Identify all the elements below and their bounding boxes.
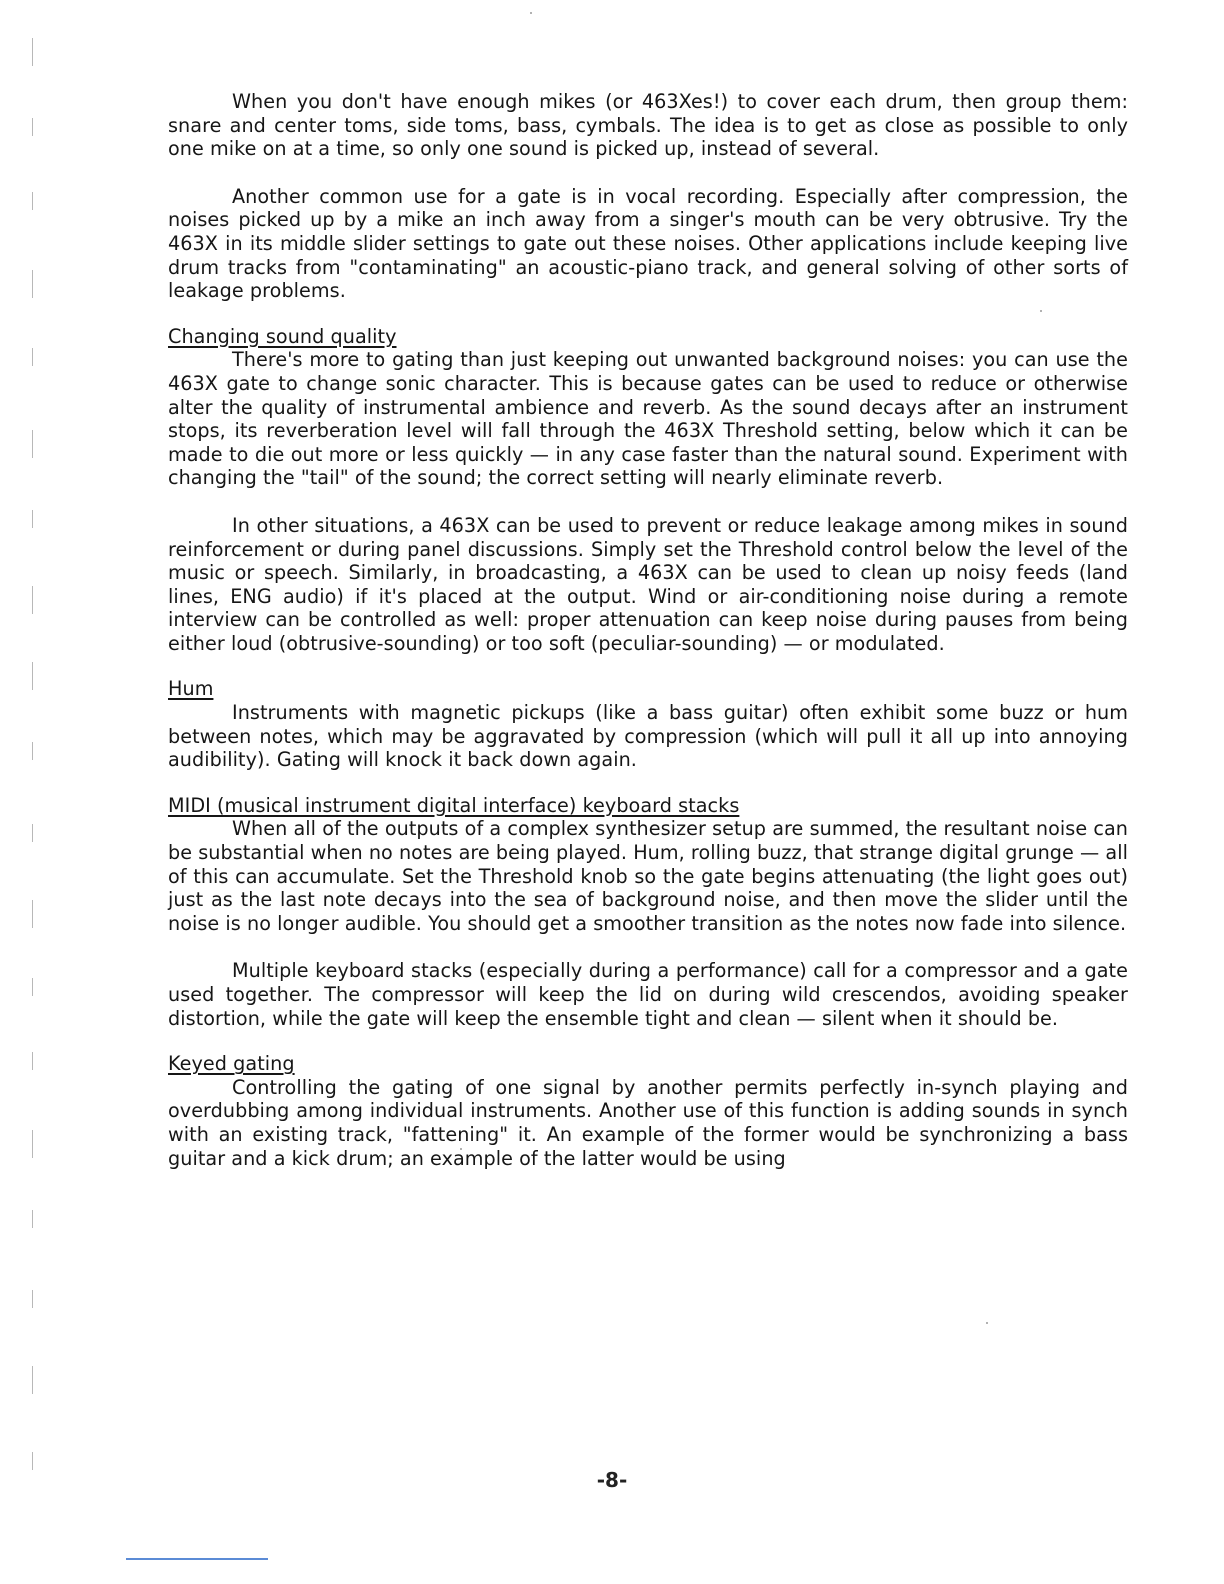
binding-mark [32,742,51,760]
scan-speck [530,12,532,14]
paragraph: When you don't have enough mikes (or 463Xes!) to cover each drum, then group them: snare and center toms, side toms, bass, cymbals. The idea is to get as close as possible to only one mike on at a time, so only one sound is picked up, instead of several. [168,90,1128,161]
binding-mark [32,1290,51,1308]
binding-mark [32,270,51,298]
body-text [168,90,1128,1170]
binding-mark [32,348,51,366]
section-heading-keyed-gating: Keyed gating [168,1052,295,1076]
paragraph: Controlling the gating of one signal by another permits perfectly in-synch playing and overdubbing among individual instruments. Another use of this function is adding sounds in synch with an existing track, "fattening" it. An example of the former would be synchronizing a bass guitar and a kick drum; an example of the latter would be using [168,1075,1128,1170]
paragraph: Multiple keyboard stacks (especially during a performance) call for a compressor and a gate used together. The compressor will keep the lid on during wild crescendos, avoiding speaker distortion, while the gate will keep the ensemble tight and clean — silent when it should be. [168,959,1128,1030]
binding-mark [32,192,51,210]
binding-mark [32,662,51,690]
binding-mark [32,118,51,136]
paragraph: When all of the outputs of a complex synthesizer setup are summed, the resultant noise can be substantial when no notes are being played. Hum, rolling buzz, that strange digital grunge — all of this can accumulate. Set the Threshold knob so the gate begins attenuating (the light goes out) just as the last note decays into the sea of background noise, and then move the slider until the noise is no longer audible. You should get a smoother transition as the notes now fade into silence. [168,817,1128,935]
binding-mark [32,38,51,66]
binding-mark [32,510,51,528]
paragraph: There's more to gating than just keeping out unwanted background noises: you can use the 463X gate to change sonic character. This is because gates can be used to reduce or otherwise alter the quality of instrumental ambience and reverb. As the sound decays after an instrument stops, its reverberation level will fall through the 463X Threshold setting, below which it can be made to die out more or less quickly — in any case faster than the natural sound. Experiment with changing the "tail" of the sound; the correct setting will nearly eliminate reverb. [168,348,1128,490]
binding-mark [32,1052,51,1070]
section-heading-changing-sound-quality: Changing sound quality [168,324,397,348]
paragraph: In other situations, a 463X can be used to prevent or reduce leakage among mikes in sound reinforcement or during panel discussions. Simply set the Threshold control below the level of the music or speech. Similarly, in broadcasting, a 463X can be used to clean up noisy feeds (land lines, ENG audio) if it's placed at the output. Wind or air-conditioning noise during a remote interview can be controlled as well: proper attenuation can keep noise during pauses from being either loud (obtrusive-sounding) or too soft (peculiar-sounding) — or modulated. [168,513,1128,655]
footer-rule [126,1558,268,1560]
binding-mark [32,900,51,928]
binding-mark [32,1210,51,1228]
paragraph: Another common use for a gate is in vocal recording. Especially after compression, the noises picked up by a mike an inch away from a singer's mouth can be very obtrusive. Try the 463X in its middle slider settings to gate out these noises. Other applications include keeping live drum tracks from "contaminating" an acoustic-piano track, and general solving of other sorts of leakage problems. [168,184,1128,303]
binding-mark [32,978,51,996]
paragraph: Instruments with magnetic pickups (like a bass guitar) often exhibit some buzz or hum between notes, which may be aggravated by compression (which will pull it all up into annoying audibility). Gating will knock it back down again. [168,701,1128,772]
section-heading-hum: Hum [168,677,214,701]
section-heading-midi: MIDI (musical instrument digital interface) keyboard stacks [168,793,740,817]
page-number: -8- [596,1468,628,1492]
binding-mark [32,824,51,842]
scan-speck [986,1322,988,1324]
binding-mark [32,1366,51,1394]
binding-mark [32,1130,51,1158]
binding-mark [32,430,51,458]
binding-mark [32,586,51,614]
